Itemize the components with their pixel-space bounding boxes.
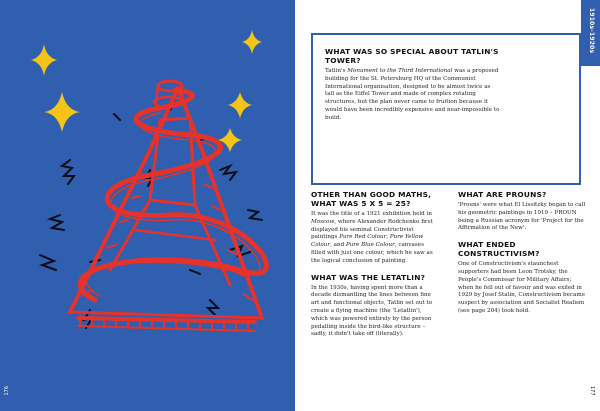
spiral-tower-icon <box>70 81 266 331</box>
prouns-body: 'Prouns' were what El Lissitzky began to call his geometric paintings in 1919 – PROUN being a Russian acronym for 'Project for the Affirmation of the New'. <box>458 202 586 232</box>
tower-question-box <box>311 33 581 185</box>
tower-body: Tatlin's Monument to the Third International was a proposed building for the St. Petersburg HQ of the Communist International organisation, designed to be almost twice as tall as the Eiffel Tower and made of complex rotating structures, but the plan never came to fruition because it would have been incredibly expensive and near-impossible to build. <box>325 68 500 121</box>
right-page-number: 177 <box>589 386 595 396</box>
ended-heading: WHAT ENDED CONSTRUCTIVISM? <box>458 240 540 259</box>
letatlin-body: In the 1930s, having spent more than a decade dismantling the lines between fine art and functional objects, Tatlin set out to create a flying machine (the 'Letatlin'), which was powered entirely by the person pedalling inside the bird-like structure – sadly, it didn't take off (literally). <box>311 284 433 338</box>
left-page-number: 176 <box>4 386 10 396</box>
right-column <box>458 190 586 316</box>
maths-body: It was the title of a 1921 exhibition held in Moscow, where Alexander Rodchenko first displayed his seminal Constructivist paintings Pure Red Colour, Pure Yellow Colour, and Pure Blue Colour, canvases filled with just one colour, which he saw as the logical conclusion of painting. <box>311 211 433 264</box>
letatlin-heading: WHAT WAS THE LETATLIN? <box>311 272 426 282</box>
right-page <box>295 0 600 411</box>
left-column <box>311 190 439 339</box>
maths-heading: OTHER THAN GOOD MATHS, WHAT WAS 5 X 5 = 25? <box>311 190 432 208</box>
chapter-tab-label: 1910s-1920s <box>588 8 595 54</box>
sparkle-star-icon <box>31 30 262 152</box>
tatlin-tower-illustration <box>0 0 295 411</box>
left-page <box>0 0 295 411</box>
prouns-heading: WHAT ARE PROUNS? <box>458 190 547 199</box>
chapter-tab <box>581 0 600 66</box>
ended-body: One of Constructivism's staunchest supporters had been Leon Trotsky, the People's Commissar for Military Affairs; when he fell out of favour and was exiled in 1929 by Josef Stalin, Constructivism became suspect by association and Socialist Realism (see page 204) took hold. <box>458 261 586 314</box>
tower-heading: WHAT WAS SO SPECIAL ABOUT TATLIN'S TOWER? <box>325 47 499 65</box>
